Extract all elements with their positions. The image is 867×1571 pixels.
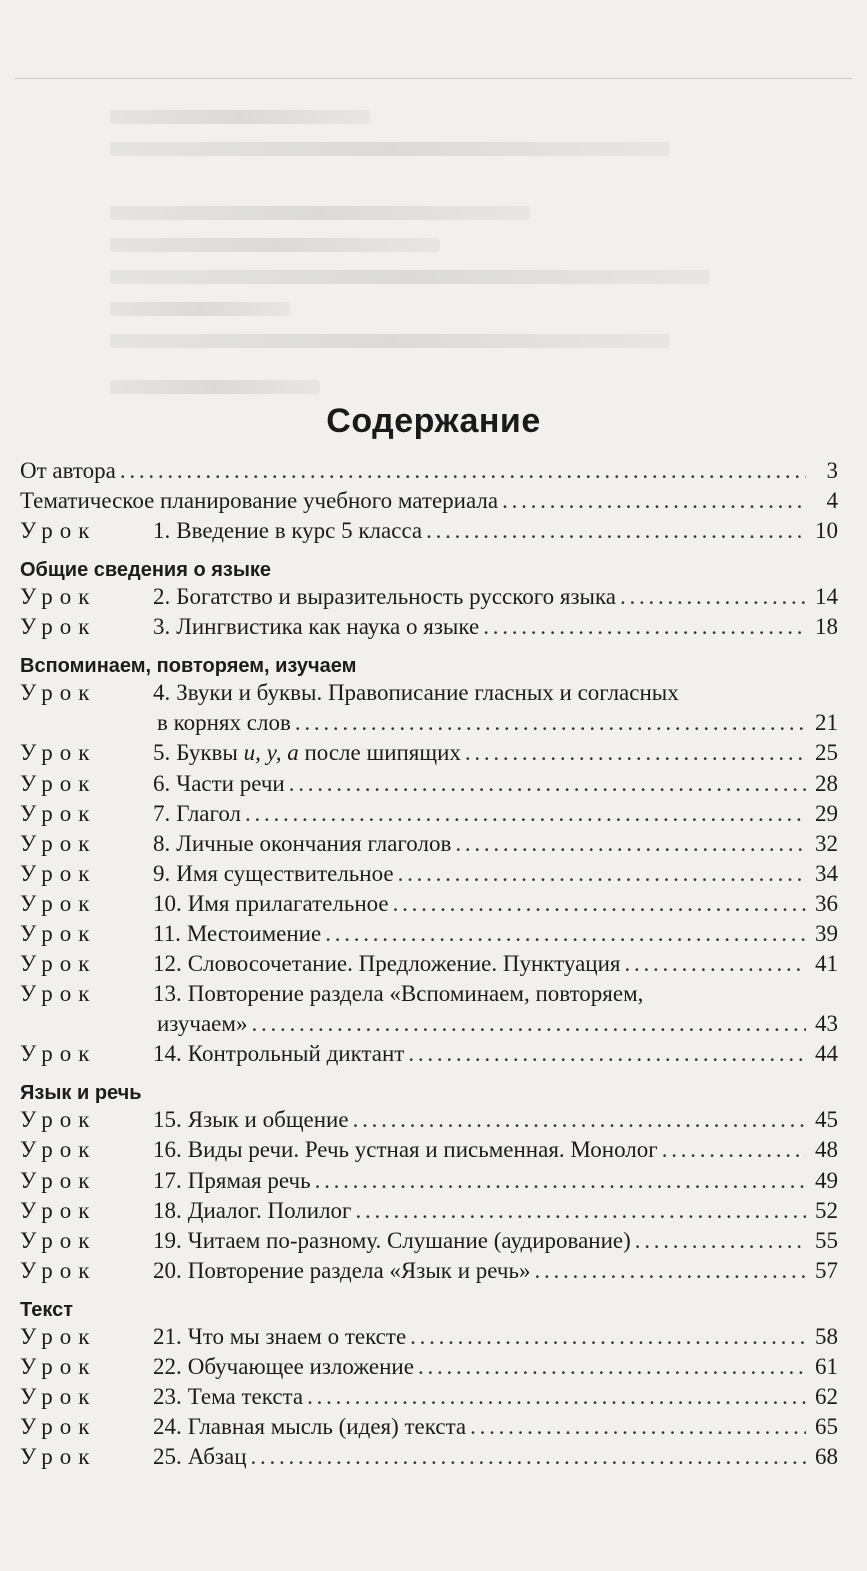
entry-title: Обучающее изложение [187, 1353, 414, 1379]
page-number: 3 [826, 458, 838, 483]
entry-title: Прямая речь [187, 1167, 311, 1193]
lesson-number: 15. [153, 1107, 182, 1133]
page-number: 62 [815, 1384, 838, 1410]
dot-leader [251, 1444, 807, 1470]
page-number: 44 [815, 1041, 838, 1067]
toc-entry [20, 1041, 838, 1071]
dot-leader [620, 584, 806, 610]
entry-title: Тема текста [187, 1384, 304, 1410]
page-number: 18 [815, 614, 838, 640]
lesson-number: 18. [153, 1197, 182, 1223]
entry-title-continued: в корнях слов [157, 710, 291, 736]
dot-leader [635, 1228, 806, 1254]
bleed-through-area [0, 0, 867, 440]
dot-leader [307, 1384, 806, 1410]
ghost-text [110, 142, 670, 156]
dot-leader [295, 710, 806, 736]
page-number: 32 [815, 830, 838, 856]
table-of-contents [20, 458, 838, 1474]
dot-leader [120, 458, 806, 484]
ghost-text [110, 334, 670, 348]
entry-title: Глагол [176, 800, 242, 826]
lesson-number: 9. [153, 860, 171, 886]
dot-leader [418, 1354, 806, 1380]
lesson-label: Урок [20, 614, 97, 640]
lesson-number: 7. [153, 800, 171, 826]
toc-entry [20, 1107, 838, 1137]
ghost-text [110, 238, 440, 252]
entry-title: Виды речи. Речь устная и письменная. Монолог [187, 1137, 658, 1163]
toc-entry [20, 861, 838, 891]
toc-entry [20, 680, 838, 740]
entry-title: Части речи [176, 770, 285, 796]
entry-title: Личные окончания глаголов [176, 830, 452, 856]
page-number: 21 [815, 710, 838, 736]
toc-entry [20, 1444, 838, 1474]
toc-entry [20, 831, 838, 861]
dot-leader [245, 801, 806, 827]
entry-title: Главная мысль (идея) текста [187, 1414, 467, 1440]
dot-leader [251, 1011, 806, 1037]
lesson-label: Урок [20, 770, 97, 796]
toc-entry [20, 1354, 838, 1384]
toc-entry [20, 1414, 838, 1444]
lesson-number: 14. [153, 1041, 182, 1067]
section-heading: Язык и речь [20, 1082, 142, 1105]
entry-title: Что мы знаем о тексте [187, 1323, 407, 1349]
entry-title: Имя существительное [176, 860, 394, 886]
entry-line [20, 1011, 838, 1041]
page-number: 68 [815, 1444, 838, 1470]
entry-title: Местоимение [186, 921, 322, 947]
toc-entry [20, 1137, 838, 1167]
page-number: 25 [815, 740, 838, 766]
lesson-label: Урок [20, 921, 97, 947]
lesson-number: 1. [153, 518, 171, 544]
toc-entry [20, 1228, 838, 1258]
page-number: 43 [815, 1011, 838, 1037]
page-number: 10 [815, 518, 838, 544]
lesson-label: Урок [20, 1041, 97, 1067]
lesson-label: Урок [20, 1384, 97, 1410]
page-number: 39 [815, 921, 838, 947]
lesson-number: 24. [153, 1414, 182, 1440]
lesson-label: Урок [20, 1414, 97, 1440]
entry-title: Лингвистика как наука о языке [176, 614, 480, 640]
lesson-label: Урок [20, 518, 97, 544]
lesson-label: Урок [20, 890, 97, 916]
lesson-label: Урок [20, 1167, 97, 1193]
lesson-label: Урок [20, 1197, 97, 1223]
lesson-number: 22. [153, 1353, 182, 1379]
toc-entry [20, 771, 838, 801]
ghost-text [110, 206, 530, 220]
toc-entry [20, 1258, 838, 1288]
section-heading: Общие сведения о языке [20, 559, 272, 582]
entry-title: Абзац [187, 1444, 247, 1470]
toc-entry [20, 740, 838, 770]
entry-title: Диалог. Полилог [187, 1197, 352, 1223]
entry-title: Контрольный диктант [187, 1041, 405, 1067]
ghost-text [110, 270, 710, 284]
lesson-label: Урок [20, 1257, 97, 1283]
lesson-number: 4. [153, 680, 171, 706]
lesson-label: Урок [20, 830, 97, 856]
entry-title: Буквы и, у, а после шипящих [176, 740, 461, 766]
toc-entry [20, 951, 838, 981]
lesson-label: Урок [20, 860, 97, 886]
dot-leader [426, 518, 806, 544]
entry-title: Повторение раздела «Вспоминаем, повторяем, [187, 981, 644, 1007]
entry-title: Имя прилагательное [187, 890, 389, 916]
lesson-number: 5. [153, 740, 171, 766]
dot-leader [410, 1324, 806, 1350]
entry-line [20, 710, 838, 740]
dot-leader [393, 891, 806, 917]
italic-letters: и, у, а [243, 740, 299, 766]
lesson-number: 21. [153, 1323, 182, 1349]
toc-entry [20, 891, 838, 921]
lesson-label: Урок [20, 680, 97, 706]
page-number: 36 [815, 890, 838, 916]
lesson-label: Урок [20, 1227, 97, 1253]
ghost-text [110, 110, 370, 124]
toc-entry [20, 584, 838, 614]
header-rule [15, 78, 852, 79]
toc-entry [20, 921, 838, 951]
section-heading: Текст [20, 1298, 74, 1321]
page-number: 57 [815, 1257, 838, 1283]
dot-leader [465, 740, 806, 766]
entry-line [20, 680, 838, 710]
page-number: 4 [826, 488, 838, 514]
lesson-number: 23. [153, 1384, 182, 1410]
lesson-label: Урок [20, 981, 97, 1007]
toc-entry [20, 801, 838, 831]
lesson-number: 6. [153, 770, 171, 796]
toc-entry [20, 1198, 838, 1228]
toc-entry [20, 1324, 838, 1354]
ghost-text [110, 302, 290, 316]
dot-leader [483, 614, 806, 640]
lesson-label: Урок [20, 1107, 97, 1133]
page-number: 29 [815, 800, 838, 826]
lesson-number: 2. [153, 584, 171, 610]
toc-entry [20, 1384, 838, 1414]
lesson-label: Урок [20, 800, 97, 826]
dot-leader [325, 921, 806, 947]
lesson-number: 8. [153, 830, 171, 856]
lesson-number: 25. [153, 1444, 182, 1470]
lesson-number: 20. [153, 1257, 182, 1283]
page-number: 14 [815, 584, 838, 610]
entry-title: Читаем по-разному. Слушание (аудирование) [187, 1227, 631, 1253]
lesson-number: 16. [153, 1137, 182, 1163]
entry-title-continued: изучаем» [157, 1011, 248, 1037]
toc-entry [20, 1168, 838, 1198]
entry-title: От автора [20, 458, 116, 483]
dot-leader [353, 1107, 806, 1133]
dot-leader [408, 1041, 806, 1067]
lesson-label: Урок [20, 951, 97, 977]
lesson-label: Урок [20, 1444, 97, 1470]
dot-leader [534, 1258, 806, 1284]
lesson-label: Урок [20, 584, 97, 610]
page-number: 49 [815, 1167, 838, 1193]
lesson-number: 10. [153, 890, 182, 916]
page-title: Содержание [326, 402, 541, 440]
entry-line [20, 981, 838, 1011]
toc-entry [20, 981, 838, 1041]
dot-leader [662, 1137, 806, 1163]
lesson-label: Урок [20, 1137, 97, 1163]
toc-entry [20, 518, 838, 548]
toc-entry [20, 458, 838, 488]
toc-entry [20, 488, 838, 518]
lesson-label: Урок [20, 1323, 97, 1349]
lesson-number: 12. [153, 951, 182, 977]
toc-entry [20, 614, 838, 644]
page-number: 61 [815, 1353, 838, 1379]
section-heading: Вспоминаем, повторяем, изучаем [20, 655, 357, 678]
dot-leader [470, 1414, 806, 1440]
page-number: 58 [815, 1323, 838, 1349]
lesson-label: Урок [20, 740, 97, 766]
entry-title: Повторение раздела «Язык и речь» [187, 1257, 531, 1283]
page-number: 34 [815, 860, 838, 886]
page-number: 52 [815, 1197, 838, 1223]
entry-title: Введение в курс 5 класса [176, 518, 423, 544]
page-number: 28 [815, 770, 838, 796]
entry-title: Тематическое планирование учебного материала [20, 488, 499, 514]
lesson-number: 11. [153, 921, 181, 947]
lesson-number: 19. [153, 1227, 182, 1253]
dot-leader [289, 771, 806, 797]
entry-title: Язык и общение [187, 1107, 349, 1133]
page-number: 48 [815, 1137, 838, 1163]
dot-leader [355, 1198, 806, 1224]
dot-leader [398, 861, 806, 887]
dot-leader [455, 831, 806, 857]
entry-title: Богатство и выразительность русского языка [176, 584, 617, 610]
lesson-number: 13. [153, 981, 182, 1007]
page-number: 65 [815, 1414, 838, 1440]
dot-leader [624, 951, 806, 977]
entry-title: Звуки и буквы. Правописание гласных и согласных [176, 680, 679, 706]
ghost-text [110, 380, 320, 394]
entry-title: Словосочетание. Предложение. Пунктуация [187, 951, 621, 977]
lesson-label: Урок [20, 1353, 97, 1379]
dot-leader [502, 488, 806, 514]
page-number: 45 [815, 1107, 838, 1133]
lesson-number: 3. [153, 614, 171, 640]
lesson-number: 17. [153, 1167, 182, 1193]
page-number: 41 [815, 951, 838, 977]
page-number: 55 [815, 1227, 838, 1253]
dot-leader [315, 1168, 806, 1194]
